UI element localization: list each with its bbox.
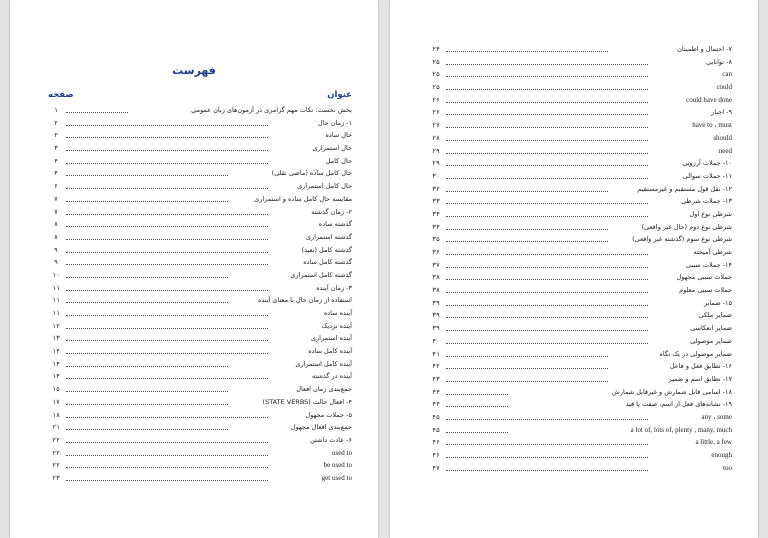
toc-page-number: ۲۴ [432,45,440,53]
toc-entry-title: حال استمراری [310,142,352,155]
toc-entry-title: گذشته کامل ساده [300,256,352,269]
toc-page-number: ۲۷ [432,121,440,130]
toc-page-number: ۲۲ [52,435,60,444]
toc-entry [10,459,378,472]
toc-entry-title: ۱۱- جملات سوالی [680,170,732,183]
toc-page-number: ۳۹ [432,298,440,307]
toc-entry [390,81,758,94]
toc-entry-title: حال کامل ساده (ماضی نقلی) [269,167,352,180]
toc-entry-title: ۱۴- جملات سببی [683,259,732,272]
dot-leader [446,292,648,293]
toc-entry [390,449,758,462]
dot-leader [446,178,648,179]
dot-leader [66,290,268,291]
dot-leader [446,203,648,204]
dot-leader [446,241,608,242]
toc-entry-title: شرطی نوع اول [687,208,732,221]
dot-leader [446,457,648,458]
toc-entry-title: ۱۵- ضمایر [701,297,732,310]
toc-entry [10,180,378,193]
dot-leader [66,391,228,392]
dot-leader [66,252,268,253]
toc-entry-title: could have done [683,94,732,107]
toc-entry [390,157,758,170]
dot-leader [66,378,268,379]
toc-entry-title: حال کامل استمراری [294,180,352,193]
toc-entry [390,246,758,259]
toc-page-number: ۴۶ [432,451,440,459]
toc-entry [10,206,378,219]
toc-entry-title: آینده کامل استمراری [292,358,352,371]
toc-entry-title: ۱۷- تطابق اسم و ضمیر [666,373,733,386]
dot-leader [446,343,648,344]
toc-page-number: ۴۵ [432,412,440,421]
toc-page-number: ۲۱ [52,423,60,432]
dot-leader [446,267,648,268]
toc-entry-title: شرطی نوع سوم (گذشته غیر واقعی) [629,233,732,246]
toc-page-number: ۳۳ [432,197,440,206]
toc-entry [390,259,758,272]
toc-entry-title: حال ساده [322,129,352,142]
toc-entry-title: should [710,132,732,145]
toc-entry [390,233,758,246]
dot-leader [446,76,648,77]
toc-page-number: ۴۳ [432,374,440,383]
dot-leader [446,444,648,445]
dot-leader [446,406,508,407]
toc-entry [390,43,758,56]
dot-leader [446,140,648,141]
toc-page-number: ۱۴ [52,359,60,368]
toc-page-number: ۳۹ [432,324,440,333]
toc-entry-title: ۲- زمان گذشته [308,206,352,219]
toc-entry [10,231,378,244]
dot-leader [446,279,648,280]
toc-page-number: ۴۴ [432,400,440,409]
dot-leader [66,188,268,189]
toc-entry [390,183,758,196]
dot-leader [66,226,268,227]
toc-page-number: ۱۴ [52,347,60,356]
dot-leader [66,175,228,176]
dot-leader [66,315,268,316]
toc-page-number: ۳۴ [432,222,440,231]
toc-entry [10,104,378,117]
right-page [390,0,758,538]
toc-entry-title: a little, a few [692,436,732,449]
toc-page-number: ۴۵ [432,425,440,434]
toc-entry [10,421,378,434]
toc-entry [10,345,378,358]
toc-entry-title: ۳- زمان آینده [313,282,352,295]
dot-leader [66,340,268,341]
toc-entry [390,360,758,373]
dot-leader [66,239,268,240]
toc-entry-title: could [713,81,732,94]
toc-list-left [10,104,378,485]
toc-entry [10,117,378,130]
toc-entry-title: any ، some [698,411,732,424]
toc-page-number: ۲ [54,118,58,127]
toc-page-number: ۷ [54,207,58,216]
toc-page-number: ۲۶ [432,95,440,104]
toc-entry-title: آینده نزدیک [319,320,352,333]
toc-page-number: ۹ [54,258,58,267]
toc-entry [10,282,378,295]
toc-entry-title: have to ، must [689,119,732,132]
toc-entry-title: ۱۲- نقل قول مستقیم و غیرمستقیم [634,183,732,196]
toc-entry-title: used to [329,447,352,460]
dot-leader [66,125,268,126]
toc-entry-title: بخش نخست: نکات مهم گرامری در آزمون‌های زبان عمومی [188,104,352,117]
toc-page-number: ۱۱ [52,283,60,292]
toc-entry [390,335,758,348]
toc-page-number: ۴۰ [432,336,440,345]
toc-entry [390,145,758,158]
dot-leader [446,51,608,52]
toc-entry-title: ۵- جملات مجهول [302,409,352,422]
toc-page-number: ۴۶ [432,438,440,447]
dot-leader [66,467,268,468]
toc-entry-title: can [719,68,732,81]
toc-page-number: ۲۵ [432,57,440,66]
dot-leader [446,165,648,166]
toc-entry [10,434,378,447]
toc-page-number: ۶ [54,182,58,191]
toc-entry [10,129,378,142]
dot-leader [66,214,268,215]
toc-entry [10,155,378,168]
toc-page-number: ۲۹ [432,159,440,168]
toc-entry-title: enough [708,449,732,462]
dot-leader [66,328,268,329]
toc-entry [390,94,758,107]
toc-entry [390,195,758,208]
toc-page-number: ۴۷ [432,463,440,472]
toc-entry-title: ۹- اجبار [708,106,732,119]
toc-page-number: ۲۵ [432,83,440,92]
dot-leader [66,112,128,113]
dot-leader [446,153,648,154]
toc-entry-title: ضمایر ملکی [696,309,732,322]
toc-entry [390,170,758,183]
dot-leader [446,368,608,369]
toc-page-number: ۲۲ [52,461,60,470]
toc-entry-title: استفاده از زمان حال با معنای آینده [255,294,352,307]
dot-leader [66,404,228,405]
toc-page-number: ۸ [54,232,58,241]
toc-entry [10,294,378,307]
dot-leader [446,470,648,471]
toc-entry [10,218,378,231]
toc-entry-title: گذشته استمراری [303,231,352,244]
toc-entry [390,436,758,449]
dot-leader [446,114,648,115]
toc-page-number: ۴۱ [432,349,440,358]
toc-entry [390,424,758,437]
toc-entry [10,383,378,396]
toc-entry-title: مقایسه حال کامل ساده و استمراری [251,193,352,206]
toc-entry-title: ۱۹- نشانه‌های فعل از اسم، صفت یا قید [623,398,732,411]
toc-page-number: ۳۶ [432,248,440,256]
toc-page-number: ۲۳ [52,473,60,482]
toc-heading: فهرست [172,64,216,77]
toc-entry [390,106,758,119]
toc-entry [10,142,378,155]
dot-leader [446,317,648,318]
toc-page-number: ۱۱ [52,309,60,317]
toc-entry-title: ضمایر موصولی در یک نگاه [657,348,732,361]
toc-page-number: ۱۴ [52,372,60,381]
toc-entry [10,269,378,282]
dot-leader [446,191,608,192]
toc-entry [390,386,758,399]
toc-entry-title: گذشته کامل استمراری [287,269,352,282]
toc-entry-title: آینده در گذشته [309,370,352,383]
toc-entry [390,309,758,322]
toc-page-number: ۱۳ [52,334,60,343]
dot-leader [66,302,228,303]
toc-entry-title: آینده استمراری [308,332,352,345]
toc-entry [10,472,378,485]
toc-entry [10,447,378,460]
dot-leader [66,264,268,265]
toc-entry-title: be used to [321,459,352,472]
toc-page-number: ۳۴ [432,209,440,218]
toc-entry [10,320,378,333]
toc-entry-title: شرطی نوع دوم (حال غیر واقعی) [639,221,732,234]
toc-entry [390,68,758,81]
toc-entry [390,208,758,221]
toc-entry-title: ۱۰- جملات آرزویی [679,157,732,170]
toc-entry [390,411,758,424]
toc-page-number: ۲۹ [432,146,440,155]
toc-entry-title: need [716,145,732,158]
toc-entry [390,56,758,69]
toc-entry-title: get used to [319,472,352,485]
toc-entry-title: a lot of, lots of, plenty , many, much [628,424,732,437]
toc-page-number: ۴۴ [432,387,440,396]
dot-leader [446,254,648,255]
toc-entry-title: جمع‌بندی زمان افعال [293,383,352,396]
toc-page-number: ۴ [54,156,58,165]
dot-leader [66,201,228,202]
toc-entry-title: too [720,462,732,475]
dot-leader [66,442,268,443]
toc-entry-title: ۱- زمان حال [315,117,352,130]
toc-page-number: ۳۷ [432,260,440,269]
dot-leader [66,163,268,164]
dot-leader [446,229,608,230]
dot-leader [446,356,608,357]
dot-leader [446,330,648,331]
dot-leader [446,102,648,103]
toc-entry [390,322,758,335]
toc-entry-title: ضمایر موصولی [687,335,732,348]
dot-leader [446,305,648,306]
toc-entry [10,307,378,320]
column-header-page: صفحه [48,90,74,100]
dot-leader [446,381,608,382]
toc-page-number: ۱۸ [52,410,60,419]
toc-entry [390,297,758,310]
toc-entry [10,332,378,345]
toc-list-right [390,43,758,474]
dot-leader [66,480,268,481]
dot-leader [66,366,228,367]
toc-entry-title: ۱۳- جملات شرطی [678,195,732,208]
toc-entry [10,396,378,409]
toc-entry [10,256,378,269]
toc-page-number: ۳۲ [432,184,440,193]
toc-page-number: ۳ [54,144,58,153]
toc-entry-title: ۸- توانایی [703,56,732,69]
toc-page-number: ۱۰ [52,270,60,279]
toc-page-number: ۱۱ [52,296,60,305]
toc-entry-title: شرطی آمیخته [690,246,732,259]
toc-page-number: ۳۸ [432,286,440,295]
dot-leader [66,417,268,418]
toc-entry-title: گذشته ساده [316,218,352,231]
toc-page-number: ۳۵ [432,235,440,244]
toc-entry [10,370,378,383]
toc-entry [10,358,378,371]
dot-leader [66,429,228,430]
dot-leader [66,277,228,278]
toc-page-number: ۹ [54,245,58,254]
toc-page-number: ۱۲ [52,321,60,330]
toc-entry-title: ۱۸- اسامی قابل شمارش و غیرقابل شمارش [609,386,732,399]
dot-leader [66,455,268,456]
toc-entry [390,132,758,145]
dot-leader [446,64,648,65]
toc-entry [10,409,378,422]
toc-entry [10,167,378,180]
dot-leader [66,137,268,138]
toc-page-number: ۱۵ [52,385,60,394]
toc-entry-title: گذشته کامل (بعید) [299,244,352,257]
toc-page-number: ۲۵ [432,70,440,79]
toc-page-number: ۲۲ [52,448,60,457]
dot-leader [446,432,508,433]
toc-page-number: ۳۸ [432,273,440,282]
toc-page-number: ۱۷ [52,397,60,406]
dot-leader [446,89,648,90]
toc-entry-title: آینده ساده [321,307,352,320]
toc-entry [10,244,378,257]
toc-entry [390,271,758,284]
left-page [10,0,378,538]
dot-leader [446,394,508,395]
toc-page-number: ۳۰ [432,171,440,180]
toc-entry-title: آینده کامل ساده [305,345,352,358]
toc-entry [390,373,758,386]
dot-leader [66,150,268,151]
toc-entry [390,348,758,361]
dot-leader [446,127,648,128]
toc-entry-title: جملات سببی معلوم [676,284,732,297]
dot-leader [446,216,648,217]
toc-page-number: ۴ [54,169,58,178]
toc-entry [390,462,758,475]
toc-entry-title: جمع‌بندی افعال مجهول [288,421,352,434]
toc-entry-title: ۷- احتمال و اطمینان [674,43,732,56]
toc-entry-title: ۴- افعال حالت (STATE VERBS) [260,396,352,409]
toc-page-number: ۳۹ [432,311,440,320]
column-header-title: عنوان [327,90,352,100]
toc-page-number: ۲۶ [432,108,440,117]
toc-page-number: ۲ [54,131,58,140]
toc-page-number: ۷ [54,194,58,203]
toc-page-number: ۴۲ [432,362,440,371]
toc-entry-title: ۶- عادت داشتن [307,434,352,447]
toc-entry-title: جملات سببی مجهول [674,271,732,284]
toc-page-number: ۲۸ [432,133,440,142]
toc-page-number: ۱ [54,106,58,114]
toc-entry [390,284,758,297]
toc-entry [390,119,758,132]
toc-entry [390,398,758,411]
toc-entry-title: حال کامل [323,155,352,168]
dot-leader [446,419,648,420]
toc-entry-title: ضمایر انعکاسی [687,322,732,335]
toc-entry [390,221,758,234]
toc-page-number: ۸ [54,220,58,229]
toc-entry-title: ۱۶- تطابق فعل و فاعل [667,360,732,373]
toc-entry [10,193,378,206]
dot-leader [66,353,268,354]
